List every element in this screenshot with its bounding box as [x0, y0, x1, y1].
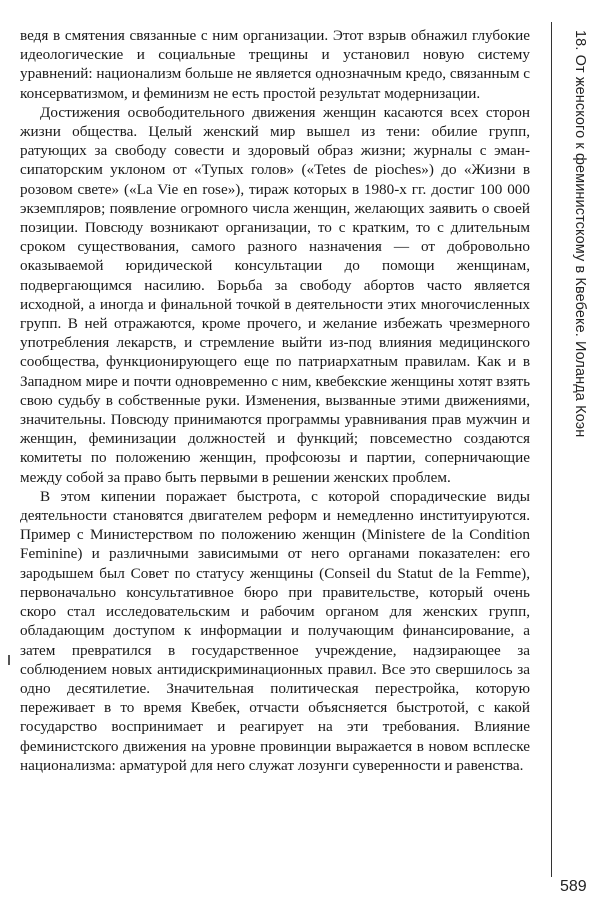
margin-rule: [551, 22, 552, 877]
margin-mark: [8, 655, 10, 665]
page-number: 589: [560, 878, 587, 895]
running-header: 18. От женского к феминистскому в Квебеке. Иоланда Коэн: [572, 30, 588, 438]
paragraph-1: ведя в смятения связанные с ним организации. Этот взрыв обнажил глубокие идеологические и социальные трещины и установил новую систему уравнений: национализм больше не является однозначным кредо, связанным с консерватизмом, и феминизм не есть простой результат модернизации.: [20, 27, 530, 102]
body-text: [20, 26, 530, 775]
paragraph-3: В этом кипении поражает быстрота, с которой спорадические виды деятельности становятся двигателем реформ и немедленно институируются. Пример с Министерством по положению женщин (Ministere de la Condition Feminine) и различными зависимыми от него органами показателен: его зародышем был Совет по статусу женщины (Conseil du Statut de la Femme), первоначально консультативное бюро при правительстве, который очень скоро стал исследовательским и рабочим органом для женских групп, обладающим доступом к информации и получающим финансирование, а затем превратился в государственное учреждение, надзирающее за соблюдением новых антидискриминационных правил. Все это свершилось за одно десятилетие. Значительная политическая перестройка, которую переживает в то время Квебек, отчасти объясняется быстротой, с какой государство воспринимает и реагирует на эти требования. Влияние феминистского движения на уровне провинции выражается в новом всплеске национализма: арматурой для него служат лозунги суверенности и равенства.: [20, 487, 530, 774]
paragraph-2: Достижения освободительного движения женщин касаются всех сторон жизни общества. Целый женский мир вышел из тени: обилие групп, ратующих за свободу совести и здоровый образ жизни; журналы с эмансипаторским уклоном от «Тупых голов» («Tetes de pioches») до «Жизни в розовом свете» («La Vie en rose»), тираж которых в 1980-х гг. достиг 100 000 экземпляров; появление огромного числа женщин, желающих заявить о своей позиции. Повсюду возникают организации, то с кратким, то с длительным сроком существования, самого разного назначения — от добровольно оказываемой юридической консультации до помощи женщинам, подвергающимся насилию. Борьба за свободу абортов часто является исходной, а иногда и финальной точкой в деятельности этих многочисленных групп. В ней отражаются, кроме прочего, и желание избежать чрезмерного употребления лекарств, и стремление выйти из-под влияния медицинского сообщества, функционирующего еще по патриархатным правилам. Как и в Западном мире и почти одновременно с ним, квебекские женщины хотят взять свою судьбу в собственные руки. Изменения, вызванные этими движениями, значительны. Повсюду принимаются программы уравнивания прав мужчин и женщин, феминизации должностей и функций; повсеместно создаются комитеты по положению женщин, профсоюзы и партии, соперничающие между собой за право быть первыми в решении женских проблем.: [20, 103, 530, 486]
